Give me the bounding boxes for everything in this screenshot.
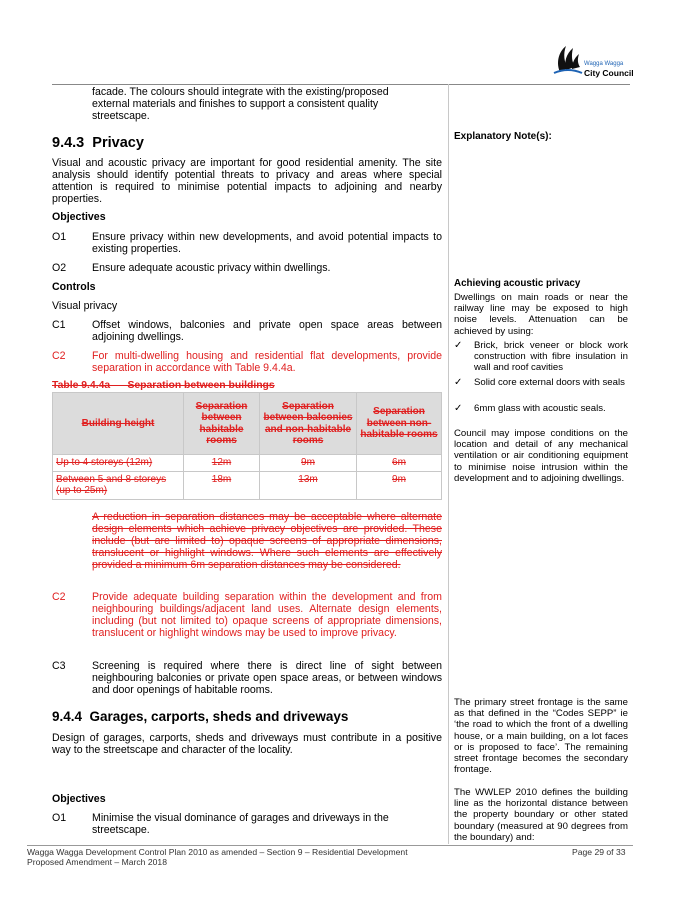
control-text: For multi-dwelling housing and residential flat developments, provide separation in accordance with Table 9.4.4a. <box>92 350 442 375</box>
objectives-label: Objectives <box>52 211 106 223</box>
check-icon: ✓ <box>454 340 463 351</box>
table-cell: 6m <box>357 455 442 472</box>
controls-label: Controls <box>52 281 96 293</box>
bullet-text: Solid core external doors with seals <box>474 377 625 388</box>
objective-num: O1 <box>52 231 67 243</box>
garages-objectives-label: Objectives <box>52 793 106 805</box>
garages-objective-o1 <box>52 812 442 838</box>
table-cell: Up to 4 storeys (12m) <box>53 455 184 472</box>
table-header: Separation between non-habitable rooms <box>357 393 442 455</box>
acoustic-bullet <box>454 340 628 374</box>
column-divider <box>448 84 449 844</box>
privacy-body: Visual and acoustic privacy are important for good residential amenity. The site analysis should identify potential threats to privacy and areas where special attention is required to minimise potential impacts to adjoining and nearby properties. <box>52 157 442 206</box>
table-row <box>53 455 442 472</box>
table-header: Separation between habitable rooms <box>184 393 260 455</box>
control-c2-new <box>52 591 442 653</box>
footer-page-number: Page 29 of 33 <box>572 847 626 857</box>
table-cell: 12m <box>184 455 260 472</box>
acoustic-title: Achieving acoustic privacy <box>454 278 581 289</box>
intro-line: streetscape. <box>92 110 150 123</box>
control-num: C3 <box>52 660 66 672</box>
objective-text: Ensure adequate acoustic privacy within dwellings. <box>92 262 331 274</box>
control-text: Screening is required where there is direct line of sight between neighbouring balconies or private open space areas, or between windows and door openings of habitable rooms. <box>92 660 442 697</box>
check-icon: ✓ <box>454 403 463 414</box>
table-header: Building height <box>53 393 184 455</box>
table-cell: 13m <box>260 471 357 499</box>
control-text: Offset windows, balconies and private open space areas between adjoining dwellings. <box>92 319 442 344</box>
frontage-note: The primary street frontage is the same as that defined in the “Codes SEPP” ie ‘the road to which the front of a dwelling house, or a main building, on a lot faces or is proposed to face’. The remaining street frontage becomes the secondary frontage. <box>454 697 628 776</box>
building-line-note: The WWLEP 2010 defines the building line as the horizontal distance between the property boundary or other stated boundary (measured at 90 degrees from the boundary) and: <box>454 787 628 843</box>
visual-privacy-label: Visual privacy <box>52 300 118 312</box>
control-num: C2 <box>52 350 66 362</box>
objective-text: Ensure privacy within new developments, and avoid potential impacts to existing properties. <box>92 231 442 256</box>
objective-text: Minimise the visual dominance of garages and driveways in the streetscape. <box>92 812 389 837</box>
intro-line: facade. The colours should integrate with the existing/proposed <box>92 86 389 98</box>
objective-o1 <box>52 231 442 257</box>
objective-o2 <box>52 262 442 276</box>
footer-rule <box>27 845 633 846</box>
control-c3 <box>52 660 442 698</box>
objective-num: O1 <box>52 812 67 824</box>
control-c2-deleted <box>52 350 442 376</box>
council-logo-icon <box>552 42 584 76</box>
separation-table <box>52 392 442 500</box>
check-icon: ✓ <box>454 377 463 388</box>
footer-line2: Proposed Amendment – March 2018 <box>27 857 167 867</box>
table-header: Separation between balconies and non-habitable rooms <box>260 393 357 455</box>
header-rule <box>52 84 630 85</box>
reduction-note-deleted: A reduction in separation distances may be acceptable where alternate design elements which achieve privacy objectives are provided. These include (but are limited to) opaque screens of appropriate dimensions, translucent or highlight windows. Where such elements are effectively provided a minimum 6m separation distances may be considered. <box>92 511 442 572</box>
control-text: Provide adequate building separation within the development and from neighbouring buildings/adjacent land uses. Alternate design elements, including (but not limited to) opaque screens of appropriate dimensions, translucent or highlight windows may be used to improve privacy. <box>92 591 442 640</box>
acoustic-bullet <box>454 403 628 414</box>
footer-line1: Wagga Wagga Development Control Plan 2010 as amended – Section 9 – Residential Development <box>27 847 408 857</box>
intro-text <box>92 86 442 122</box>
garages-heading: 9.4.4 Garages, carports, sheds and driveways <box>52 709 349 724</box>
control-num: C1 <box>52 319 66 331</box>
control-num: C2 <box>52 591 66 603</box>
garages-body: Design of garages, carports, sheds and driveways must contribute in a positive way to the streetscape and character of the locality. <box>52 732 442 757</box>
table-caption: Table 9.4.4a Separation between buildings <box>52 380 275 391</box>
table-cell: 9m <box>357 471 442 499</box>
council-note: Council may impose conditions on the location and detail of any mechanical ventilation or air conditioning equipment to minimise noise intrusion within the development and to adjoining dwellings. <box>454 428 628 484</box>
table-cell: 9m <box>260 455 357 472</box>
acoustic-body: Dwellings on main roads or near the railway line may be exposed to high noise levels. Attenuation can be achieved by using: <box>454 292 628 337</box>
logo-line1: Wagga Wagga <box>584 61 624 67</box>
privacy-heading: 9.4.3 Privacy <box>52 135 144 151</box>
explanatory-note-heading: Explanatory Note(s): <box>454 131 552 142</box>
intro-line: external materials and finishes to support a consistent quality <box>92 98 379 111</box>
objective-num: O2 <box>52 262 67 274</box>
table-cell: Between 5 and 8 storeys (up to 25m) <box>53 471 184 499</box>
logo-line2: City Council <box>584 68 634 78</box>
bullet-text: Brick, brick veneer or block work construction with fibre insulation in wall and roof cavities <box>474 340 628 374</box>
table-row <box>53 471 442 499</box>
council-logo <box>552 42 632 80</box>
table-cell: 18m <box>184 471 260 499</box>
control-c1 <box>52 319 442 345</box>
bullet-text: 6mm glass with acoustic seals. <box>474 403 606 414</box>
acoustic-bullet <box>454 377 628 388</box>
